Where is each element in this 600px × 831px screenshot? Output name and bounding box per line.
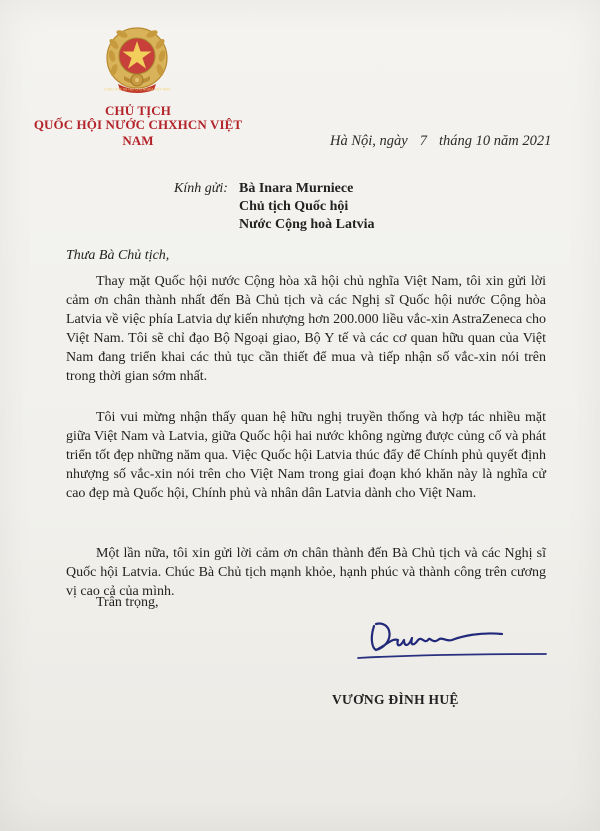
date-year: 2021 (522, 133, 552, 149)
letter-date (330, 133, 551, 150)
national-emblem-icon (104, 26, 170, 94)
svg-text:CỘNG HÒA XÃ HỘI CHỦ NGHĨA VIỆT: CỘNG HÒA XÃ HỘI CHỦ NGHĨA VIỆT NAM (104, 87, 170, 92)
paragraph-3: Một lần nữa, tôi xin gửi lời cảm ơn chân thành đến Bà Chủ tịch và các Nghị sĩ Quốc hội Latvia. Chúc Bà Chủ tịch mạnh khỏe, hạnh phúc và thành công trên cương vị cao cả của mình. (66, 546, 546, 599)
issuer-title: CHỦ TỊCH (105, 103, 171, 118)
recipient-label: Kính gửi: (174, 181, 228, 196)
recipient-title: Chủ tịch Quốc hội (239, 199, 349, 214)
date-prefix: Hà Nội, ngày (330, 133, 408, 149)
closing-phrase: Trân trọng, (96, 595, 159, 610)
paragraph-1: Thay mặt Quốc hội nước Cộng hòa xã hội chủ nghĩa Việt Nam, tôi xin gửi lời cảm ơn chân thành nhất đến Bà Chủ tịch và các Nghị sĩ Quốc hội nước Cộng hòa Latvia về việc phía Latvia dự kiến nhượng hơn 200.000 liều vắc-xin AstraZeneca cho Việt Nam. Tôi sẽ chỉ đạo Bộ Ngoại giao, Bộ Y tế và các cơ quan hữu quan của Việt Nam đang triển khai các thủ tục cần thiết để mua và tiếp nhận số vắc-xin nói trên trong thời gian sớm nhất. (66, 274, 546, 384)
recipient-country: Nước Cộng hoà Latvia (239, 217, 375, 232)
salutation: Thưa Bà Chủ tịch, (66, 248, 170, 263)
handwritten-signature-icon (352, 614, 548, 664)
recipient-name: Bà Inara Murniece (239, 181, 354, 196)
paragraph-2: Tôi vui mừng nhận thấy quan hệ hữu nghị truyền thống và hợp tác nhiều mặt giữa Việt Nam và Latvia, giữa Quốc hội hai nước không ngừng được củng cố và phát triển tốt đẹp những năm qua. Việc Quốc hội Latvia thúc đẩy để Chính phủ quyết định nhượng số vắc-xin nói trên cho Việt Nam trong giai đoạn khó khăn này là nghĩa cử cao đẹp mà Quốc hội, Chính phủ và nhân dân Latvia dành cho Việt Nam. (66, 410, 546, 501)
issuer-organization: QUỐC HỘI NƯỚC CHXHCN VIỆT NAM (33, 117, 243, 148)
signer-name: VƯƠNG ĐÌNH HUỆ (332, 692, 459, 707)
date-month-label: tháng 10 năm (438, 133, 519, 149)
date-day: 7 (419, 133, 427, 149)
